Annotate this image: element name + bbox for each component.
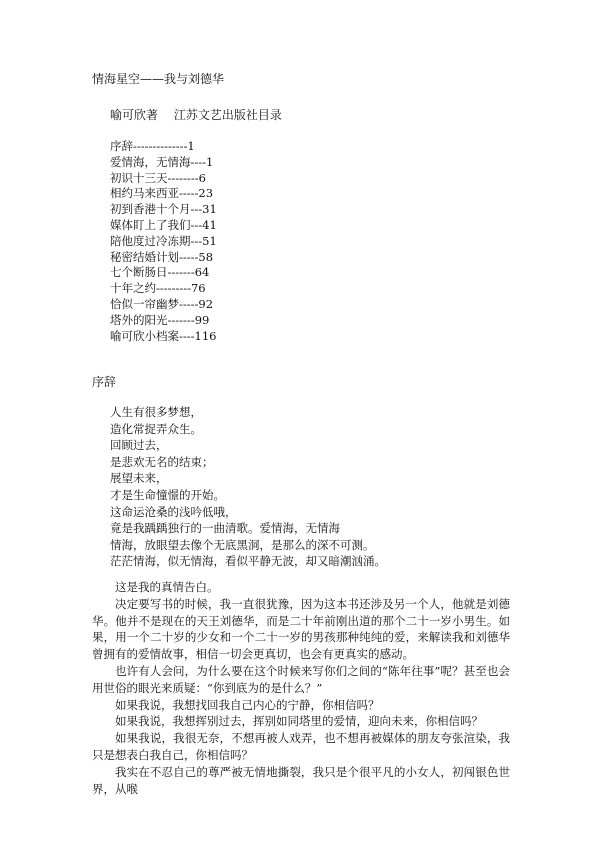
poem-line: 造化常捉弄众生。 (110, 421, 202, 436)
paragraph: 这是我的真情告白。 (115, 580, 219, 594)
paragraph: 决定要写书的时候，我一直很犹豫，因为这本书还涉及另一个人，他就是刘德华。他并不是现在的天王刘德华，而是二十年前刚出道的那个二十一岁小男生。如果，用一个二十岁的少女和一个二十一岁的男孩那种纯纯的爱，来解读我和刘德华曾拥有的爱情故事，相信一切会更真切，也会有更真实的感动。 (92, 596, 510, 662)
table-of-contents (110, 139, 217, 344)
paragraph: 如果我说，我很无奈，不想再被人戏弄，也不想再被媒体的朋友夸张渲染，我只是想表白我自己，你相信吗？ (92, 731, 510, 762)
preface-poem (110, 404, 386, 570)
toc-entry: 爱情海，无情海----1 (110, 154, 214, 169)
toc-entry: 恰似一帘幽梦-----92 (110, 296, 214, 311)
toc-entry: 初识十三天--------6 (110, 170, 206, 185)
preface-body (92, 579, 510, 797)
poem-line: 情海，放眼望去像个无底黑洞，是那么的深不可测。 (110, 537, 375, 552)
book-title: 情海星空——我与刘德华 (92, 72, 225, 86)
toc-entry: 相约马来西亚-----23 (110, 186, 214, 201)
toc-entry: 媒体盯上了我们---41 (110, 217, 217, 232)
toc-entry: 秘密结婚计划-----58 (110, 249, 214, 264)
toc-entry: 喻可欣小档案----116 (110, 328, 217, 343)
poem-line: 是悲欢无名的结束； (110, 454, 214, 469)
toc-entry: 七个断肠日-------64 (110, 265, 210, 280)
paragraph: 如果我说，我想找回我自己内心的宁静，你相信吗？ (115, 697, 380, 712)
toc-entry: 陪他度过冷冻期---51 (110, 233, 217, 248)
paragraph: 如果我说，我想挥别过去，挥别如同塔里的爱情，迎向未来，你相信吗？ (115, 714, 483, 729)
paragraph: 也许有人会问，为什么要在这个时候来写你们之间的“陈年往事”呢？甚至也会用世俗的眼光来质疑：“你到底为的是什么？” (92, 663, 510, 695)
poem-line: 人生有很多梦想， (110, 405, 202, 419)
poem-line: 展望未来， (110, 471, 168, 486)
toc-entry: 十年之约---------76 (110, 281, 206, 296)
paragraph: 我实在不忍自己的尊严被无情地撕裂，我只是个很平凡的小女人，初闯银色世界，从喉 (92, 764, 510, 796)
poem-line: 茫茫情海，似无情海，看似平静无波，却又暗潮汹涌。 (110, 554, 386, 569)
poem-line: 这命运沧桑的浅吟低哦， (110, 504, 237, 519)
toc-entry: 初到香港十个月---31 (110, 202, 217, 217)
poem-line: 竟是我踽踽独行的一曲清歌。爱情海，无情海 (110, 521, 340, 536)
poem-line: 才是生命憧憬的开始。 (110, 487, 225, 502)
toc-entry: 序辞--------------1 (110, 139, 195, 153)
preface-heading: 序辞 (92, 375, 117, 389)
author-publisher-line: 喻可欣著 江苏文艺出版社目录 (110, 108, 282, 122)
poem-line: 回顾过去， (110, 438, 168, 453)
toc-entry: 塔外的阳光-------99 (110, 312, 210, 327)
